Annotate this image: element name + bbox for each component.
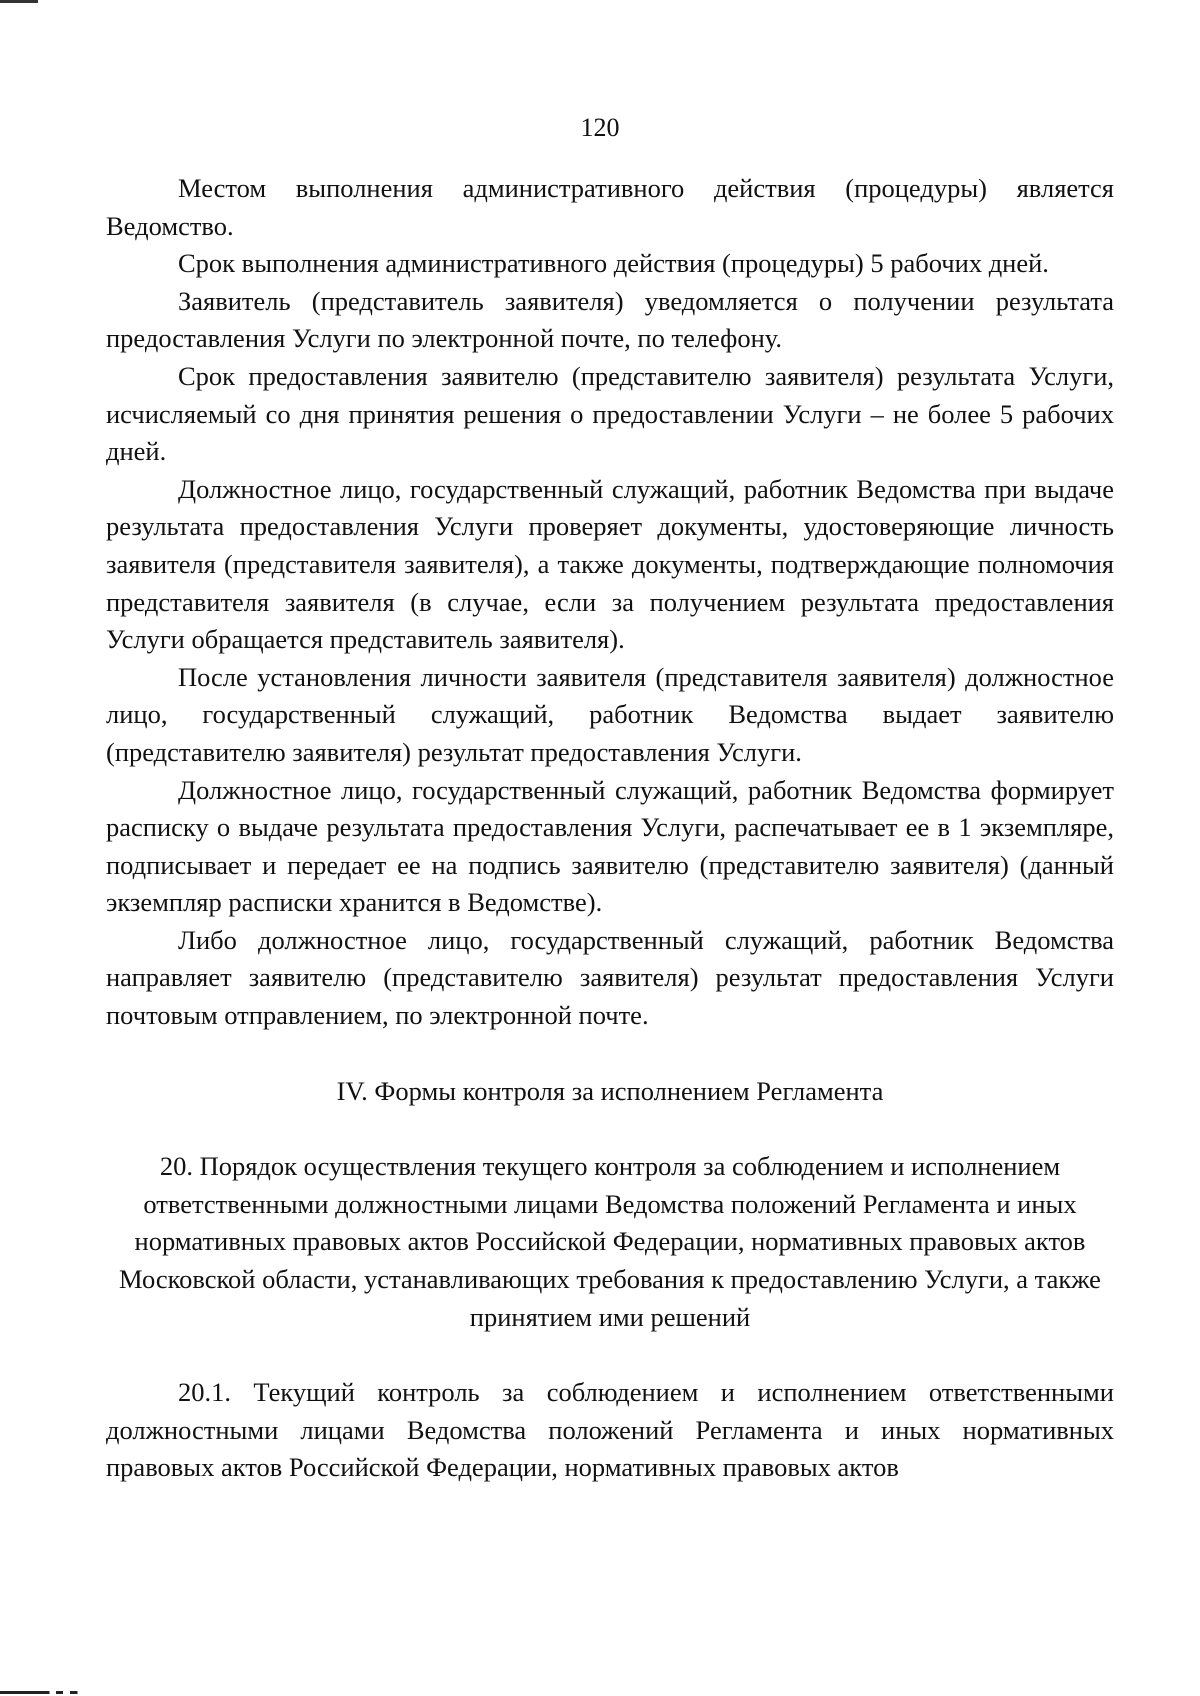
paragraph-postal-delivery: Либо должностное лицо, государственный служащий, работник Ведомства направляет заявителю (представителю заявителя) результат предоставления Услуги почтовым отправлением, по электронной почте. (106, 924, 1114, 1031)
subsection-heading: 20. Порядок осуществления текущего контроля за соблюдением и исполнением ответственными должностными лицами Ведомства положений Регламента и иных нормативных правовых актов Российской Федерации, нормативных правовых актов Московской области, устанавливающих требования к предоставлению Услуги, а также принятием ими решений (119, 1151, 1101, 1332)
scan-edge-mark-bottom (0, 1691, 90, 1694)
section-heading: IV. Формы контроля за исполнением Регламента (336, 1075, 884, 1106)
document-body (106, 170, 1114, 1487)
paragraph-result-issuance: После установления личности заявителя (представителя заявителя) должностное лицо, государственный служащий, работник Ведомства выдает заявителю (представителю заявителя) результат предоставления Услуги. (106, 661, 1114, 767)
paragraph-current-control: 20.1. Текущий контроль за соблюдением и исполнением ответственными должностными лицами Ведомства положений Регламента и иных нормативных правовых актов Российской Федерации, нормативных правовых актов (106, 1377, 1114, 1483)
page-number: 120 (580, 113, 620, 142)
paragraph-result-term: Срок предоставления заявителю (представителю заявителя) результата Услуги, исчисляемый со дня принятия решения о предоставлении Услуги – не более 5 рабочих дней. (106, 360, 1114, 467)
paragraph-receipt: Должностное лицо, государственный служащий, работник Ведомства формирует расписку о выдаче результата предоставления Услуги, распечатывает ее в 1 экземпляре, подписывает и передает ее на подпись заявителю (представителю заявителя) (данный экземпляр расписки хранится в Ведомстве). (106, 774, 1114, 918)
paragraph-place-of-action: Местом выполнения административного действия (процедуры) является Ведомство. (106, 173, 1114, 241)
paragraph-document-check: Должностное лицо, государственный служащий, работник Ведомства при выдаче результата предоставления Услуги проверяет документы, удостоверяющие личность заявителя (представителя заявителя), а также документы, подтверждающие полномочия представителя заявителя (в случае, если за получением результата предоставления Услуги обращается представитель заявителя). (106, 473, 1114, 655)
paragraph-action-term: Срок выполнения административного действия (процедуры) 5 рабочих дней. (178, 248, 1049, 279)
scan-edge-mark (0, 0, 38, 3)
paragraph-applicant-notification: Заявитель (представитель заявителя) уведомляется о получении результата предоставления Услуги по электронной почте, по телефону. (106, 285, 1114, 354)
